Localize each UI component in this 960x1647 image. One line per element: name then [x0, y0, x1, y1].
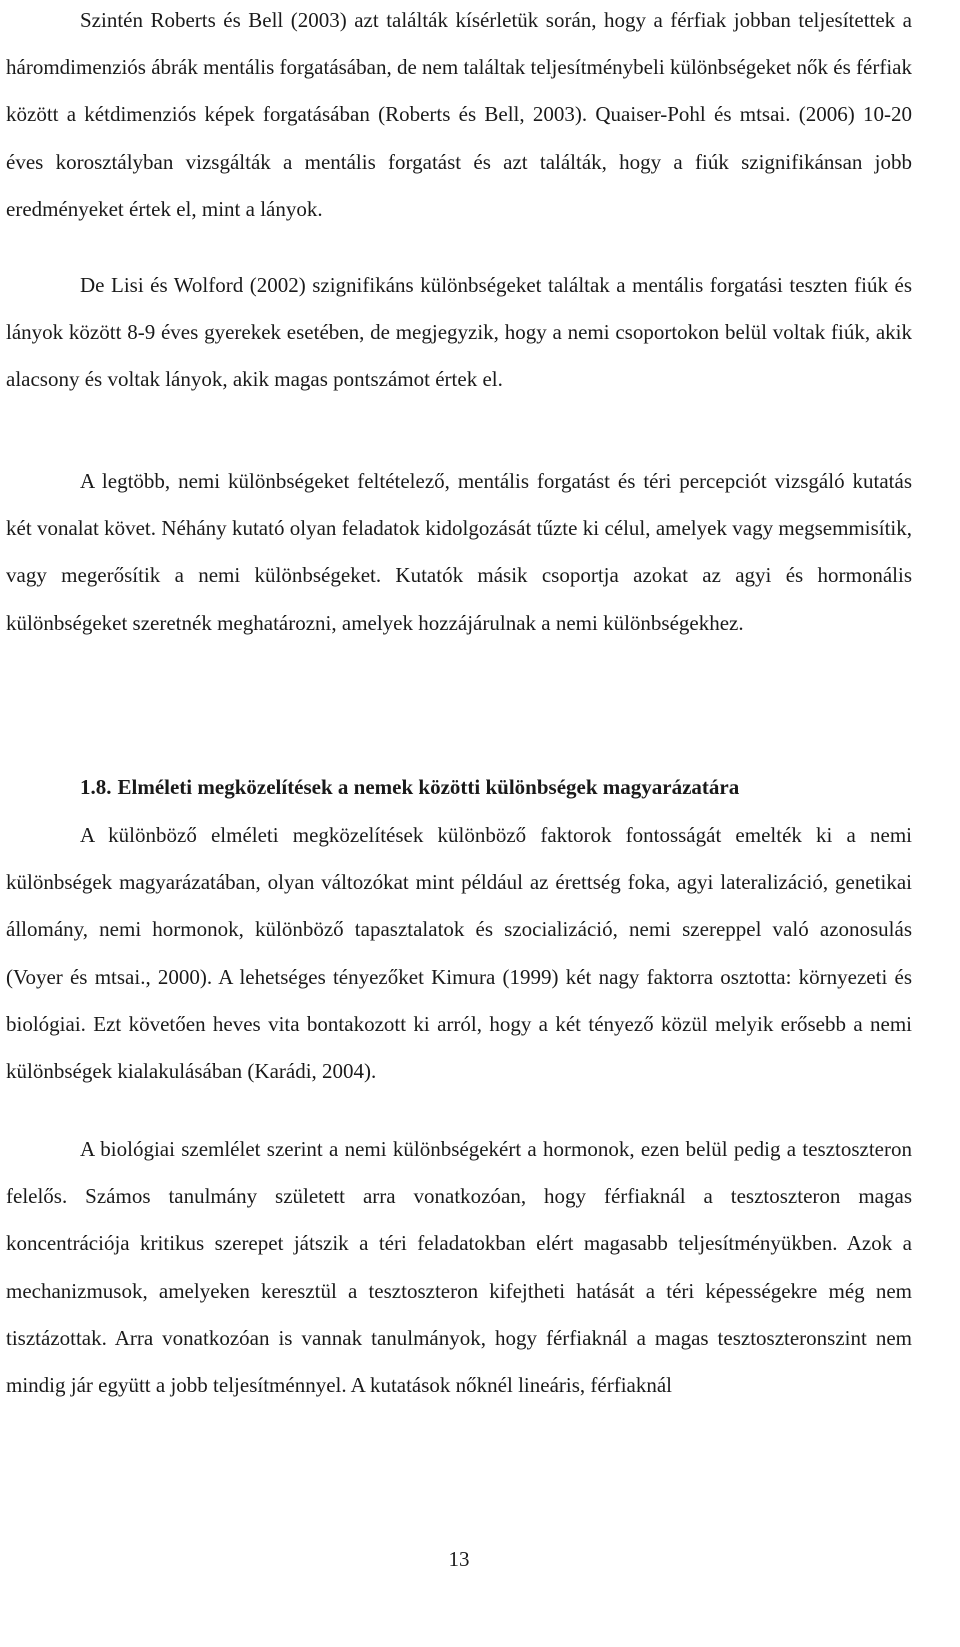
paragraph-research-directions: A legtöbb, nemi különbségeket feltételező, mentális forgatást és téri percepciót vizsgáló kutatás két vonalat követ. Néhány kutató olyan feladatok kidolgozását tűzte ki célul, amelyek vagy megsemmisítik, vagy megerősítik a nemi különbségeket. Kutatók másik csoportja azokat az agyi és hormonális különbségeket szeretnék meghatározni, amelyek hozzájárulnak a nemi különbségekhez. — [6, 469, 912, 635]
paragraph-roberts-bell: Szintén Roberts és Bell (2003) azt találták kísérletük során, hogy a férfiak jobban teljesítettek a háromdimenziós ábrák mentális forgatásában, de nem találtak teljesítménybeli különbségeket nők és férfiak között a kétdimenziós képek forgatásában (Roberts és Bell, 2003). Quaiser-Pohl és mtsai. (2006) 10-20 éves korosztályban vizsgálták a mentális forgatást és azt találták, hogy a fiúk szignifikánsan jobb eredményeket értek el, mint a lányok. — [6, 8, 912, 221]
section-number: 1.8. — [80, 775, 112, 799]
paragraph-de-lisi-wolford: De Lisi és Wolford (2002) szignifikáns különbségeket találtak a mentális forgatási teszten fiúk és lányok között 8-9 éves gyerekek esetében, de megjegyzik, hogy a nemi csoportokon belül voltak fiúk, akik alacsony és voltak lányok, akik magas pontszámot értek el. — [6, 273, 912, 392]
section-heading — [6, 764, 912, 811]
paragraph-biological-view: A biológiai szemlélet szerint a nemi különbségekért a hormonok, ezen belül pedig a tesztoszteron felelős. Számos tanulmány született arra vonatkozóan, hogy férfiaknál a tesztoszteron magas koncentrációja kritikus szerepet játszik a téri feladatokban elért magasabb teljesítményükben. Azok a mechanizmusok, amelyeken keresztül a tesztoszteron kifejtheti hatását a téri képességekre még nem tisztázottak. Arra vonatkozóan is vannak tanulmányok, hogy férfiaknál a magas tesztoszteronszint nem mindig jár együtt a jobb teljesítménnyel. A kutatások nőknél lineáris, férfiaknál — [6, 1137, 912, 1398]
paragraph-theoretical-approaches: A különböző elméleti megközelítések különböző faktorok fontosságát emelték ki a nemi különbségek magyarázatában, olyan változókat mint például az érettség foka, agyi lateralizáció, genetikai állomány, nemi hormonok, különböző tapasztalatok és szocializáció, nemi szereppel való azonosulás (Voyer és mtsai., 2000). A lehetséges tényezőket Kimura (1999) két nagy faktorra osztotta: környezeti és biológiai. Ezt követően heves vita bontakozott ki arról, hogy a két tényező közül melyik erősebb a nemi különbségek kialakulásában (Karádi, 2004). — [6, 823, 912, 1084]
section-title: Elméleti megközelítések a nemek közötti különbségek magyarázatára — [117, 775, 740, 799]
page-number: 13 — [448, 1547, 470, 1571]
